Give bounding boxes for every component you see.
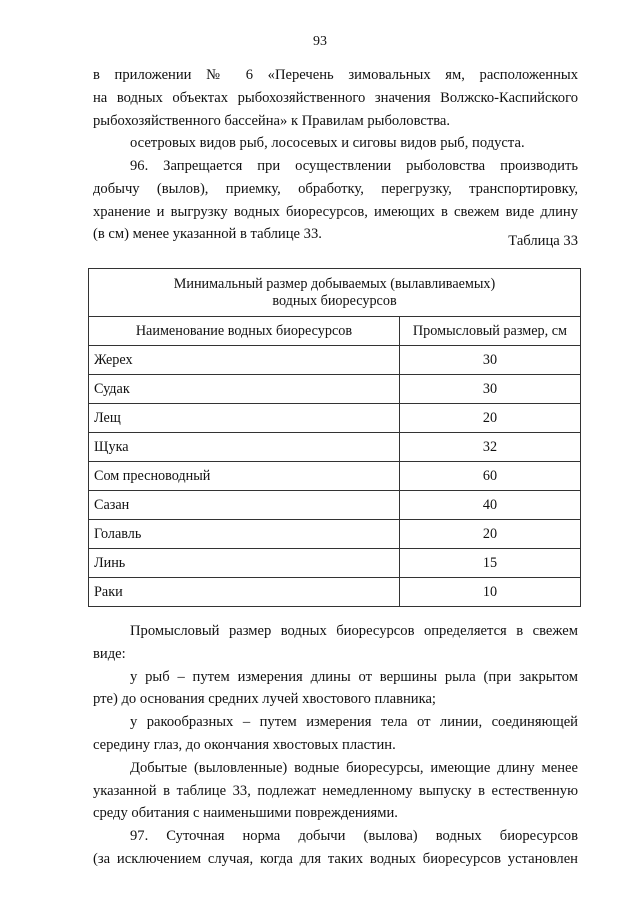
table-row: [89, 520, 581, 549]
text-line: хранение и выгрузку водных биоресурсов, имеющих в свежем виде длину: [93, 203, 578, 220]
paragraph-intro: [93, 64, 578, 132]
species-name: Линь: [89, 549, 400, 578]
species-name: Сазан: [89, 491, 400, 520]
species-size: 20: [399, 404, 580, 433]
text-line: указанной в таблице 33, подлежат немедленному выпуску в естественную: [93, 782, 578, 799]
text-line: осетровых видов рыб, лососевых и сиговы видов рыб, подуста.: [130, 135, 525, 151]
text-line: рыбохозяйственного бассейна» к Правилам рыболовства.: [93, 112, 451, 129]
species-size: 30: [399, 346, 580, 375]
paragraph-measurement: [93, 620, 578, 871]
text-line: Добытые (выловленные) водные биоресурсы, имеющие длину менее: [130, 759, 578, 776]
paragraph-96: [93, 155, 578, 246]
table-title: [89, 269, 581, 317]
text-line: (в см) менее указанной в таблице 33.: [93, 226, 322, 243]
text-line: рте) до основания средних лучей хвостового плавника;: [93, 691, 436, 708]
table-row: [89, 578, 581, 607]
text-line: у ракообразных – путем измерения тела от линии, соединяющей: [130, 714, 578, 731]
species-size: 30: [399, 375, 580, 404]
species-size: 20: [399, 520, 580, 549]
text-line: Промысловый размер водных биоресурсов определяется в свежем: [130, 623, 578, 639]
text-line: у рыб – путем измерения длины от вершины рыла (при закрытом: [130, 668, 578, 685]
species-name: Лещ: [89, 404, 400, 433]
text-line: в приложении № 6 «Перечень зимовальных ям, расположенных: [93, 67, 578, 83]
species-size: 40: [399, 491, 580, 520]
species-size: 15: [399, 549, 580, 578]
text-line: (за исключением случая, когда для таких водных биоресурсов установлен: [93, 850, 578, 867]
paragraph-osetr: [93, 132, 578, 155]
table-row: [89, 549, 581, 578]
species-name: Щука: [89, 433, 400, 462]
species-name: Сом пресноводный: [89, 462, 400, 491]
text-line: среду обитания с наименьшими повреждениями.: [93, 805, 398, 822]
table-row: [89, 491, 581, 520]
table-caption: Таблица 33: [508, 233, 578, 249]
column-header-size: Промысловый размер, см: [399, 317, 580, 346]
text-line: добычу (вылов), приемку, обработку, перегрузку, транспортировку,: [93, 180, 578, 197]
text-line: 97. Суточная норма добычи (вылова) водных биоресурсов: [130, 828, 578, 845]
page-number: 93: [313, 34, 327, 49]
species-name: Жерех: [89, 346, 400, 375]
species-name: Голавль: [89, 520, 400, 549]
table-row: [89, 404, 581, 433]
table-row: [89, 346, 581, 375]
fish-size-table: [88, 268, 581, 607]
table-row: [89, 433, 581, 462]
text-line: на водных объектах рыбохозяйственного значения Волжско-Каспийского: [93, 89, 578, 106]
species-name: Судак: [89, 375, 400, 404]
table-row: [89, 462, 581, 491]
table-title-line: Минимальный размер добываемых (вылавливаемых): [173, 275, 496, 292]
species-size: 32: [399, 433, 580, 462]
table-title-line: водных биоресурсов: [272, 292, 397, 309]
text-line: виде:: [93, 645, 126, 662]
column-header-name: Наименование водных биоресурсов: [89, 317, 400, 346]
species-size: 60: [399, 462, 580, 491]
text-line: середину глаз, до окончания хвостовых пластин.: [93, 736, 396, 753]
species-name: Раки: [89, 578, 400, 607]
species-size: 10: [399, 578, 580, 607]
text-line: 96. Запрещается при осуществлении рыболовства производить: [130, 158, 578, 174]
table-row: [89, 375, 581, 404]
